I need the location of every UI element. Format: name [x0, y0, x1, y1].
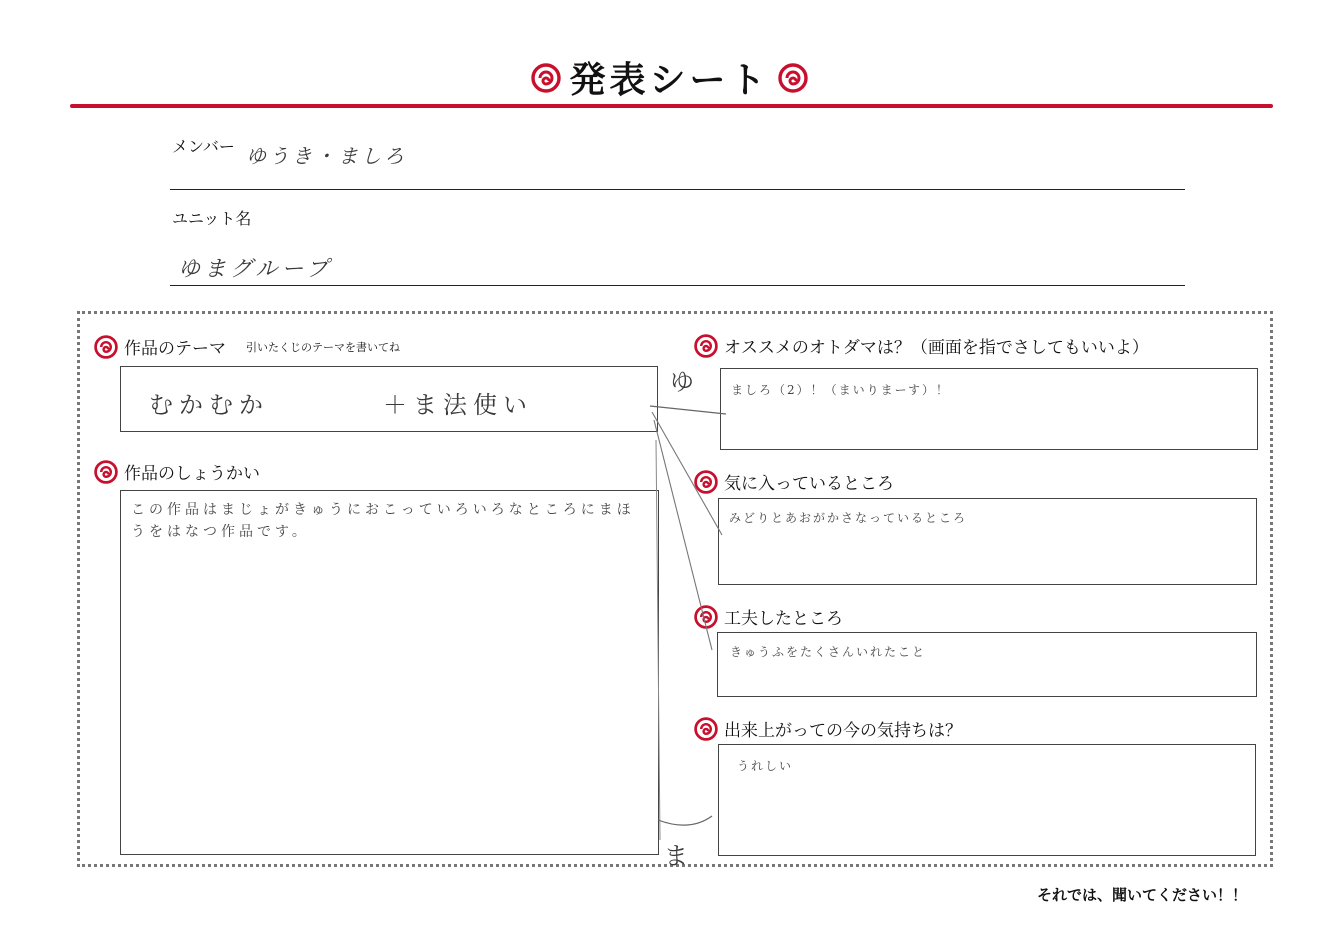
page-title: 発表シート: [569, 60, 770, 101]
sheet-header: [0, 52, 1339, 108]
feeling-box[interactable]: [718, 744, 1256, 856]
intro-title: 作品のしょうかい: [124, 464, 260, 484]
effort-title: 工夫したところ: [724, 609, 843, 629]
theme-value-left: むかむか: [149, 391, 269, 419]
intro-value: この作品はまじょがきゅうにおこっていろいろなところにまほうをはなつ作品です。: [131, 502, 635, 540]
theme-heading: [94, 334, 400, 359]
spiral-icon: [94, 335, 118, 359]
spiral-icon: [694, 470, 718, 494]
unit-line: [170, 285, 1185, 286]
theme-title: 作品のテーマ: [124, 339, 226, 359]
favorite-heading: [694, 469, 894, 494]
unit-value[interactable]: ゆまグループ: [178, 257, 333, 282]
spiral-icon: [694, 605, 718, 629]
spiral-icon: [531, 63, 561, 93]
favorite-box[interactable]: [718, 498, 1257, 585]
intro-heading: [94, 459, 260, 484]
unit-label: ユニット名: [172, 209, 252, 228]
spiral-icon: [778, 63, 808, 93]
recommend-value: ましろ（2）！（まいりまーす）！: [731, 383, 951, 397]
members-line: [170, 189, 1185, 190]
effort-value: きゅうふをたくさんいれたこと: [730, 645, 927, 659]
recommend-heading: [694, 333, 1149, 358]
spiral-icon: [694, 334, 718, 358]
feeling-heading: [694, 716, 962, 741]
effort-heading: [694, 604, 843, 629]
members-value[interactable]: ゆうき・ましろ: [246, 144, 407, 168]
members-label: メンバー: [172, 137, 235, 156]
feeling-title: 出来上がっての今の気持ちは？: [724, 721, 962, 741]
feeling-value: うれしい: [737, 759, 794, 773]
margin-note-top: ゆ: [670, 368, 694, 396]
theme-note: 引いたくじのテーマを書いてね: [246, 340, 400, 354]
margin-note-bottom: ま: [664, 842, 688, 870]
spiral-icon: [94, 460, 118, 484]
spiral-icon: [694, 717, 718, 741]
title-underline: [70, 104, 1273, 108]
favorite-title: 気に入っているところ: [724, 474, 894, 494]
recommend-title: オススメのオトダマは？（画面を指でさしてもいいよ）: [724, 338, 1149, 358]
favorite-value: みどりとあおがかさなっているところ: [729, 511, 968, 525]
footer-text: それでは、聞いてください！！: [1036, 886, 1247, 904]
effort-box[interactable]: [717, 632, 1257, 697]
theme-box[interactable]: [120, 366, 658, 432]
theme-value-right: ＋ま法使い: [383, 391, 533, 419]
recommend-box[interactable]: [720, 368, 1258, 450]
intro-box[interactable]: [120, 490, 659, 855]
